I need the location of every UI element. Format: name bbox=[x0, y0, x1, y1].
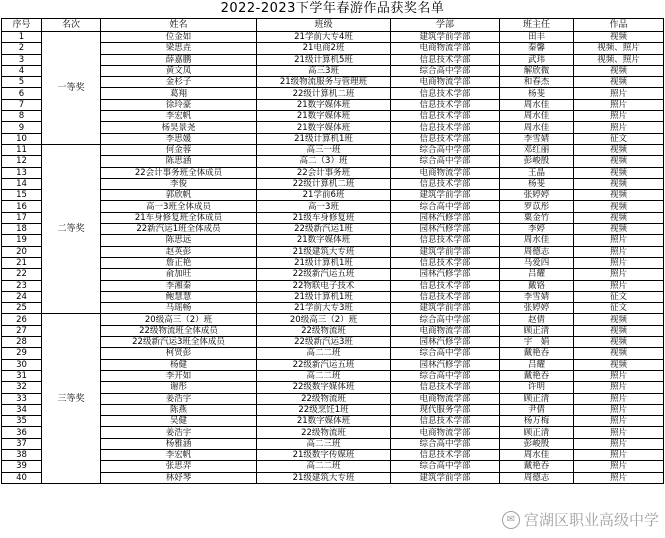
cell-index: 6 bbox=[2, 88, 42, 99]
cell-name: 22级新汽运3班全体成员 bbox=[101, 337, 257, 348]
cell-work: 视频 bbox=[574, 190, 664, 201]
cell-department: 园林汽修学部 bbox=[391, 337, 500, 348]
cell-work: 征文 bbox=[574, 303, 664, 314]
cell-work: 照片 bbox=[574, 235, 664, 246]
cell-index: 29 bbox=[2, 348, 42, 359]
cell-department: 电商物流学部 bbox=[391, 393, 500, 404]
header-class: 班级 bbox=[257, 19, 391, 32]
cell-teacher: 杨斐 bbox=[500, 88, 574, 99]
cell-teacher: 杨斐 bbox=[500, 178, 574, 189]
cell-index: 14 bbox=[2, 178, 42, 189]
cell-class: 高一3班 bbox=[257, 201, 391, 212]
cell-department: 信息技术学部 bbox=[391, 257, 500, 268]
cell-name: 梁思垚 bbox=[101, 43, 257, 54]
cell-class: 21学前6班 bbox=[257, 190, 391, 201]
cell-work: 照片 bbox=[574, 449, 664, 460]
cell-work: 视频 bbox=[574, 201, 664, 212]
cell-name: 姜浩宇 bbox=[101, 393, 257, 404]
cell-index: 33 bbox=[2, 393, 42, 404]
cell-class: 21级数字传媒班 bbox=[257, 449, 391, 460]
cell-department: 园林汽修学部 bbox=[391, 212, 500, 223]
cell-teacher: 尹倩 bbox=[500, 404, 574, 415]
cell-class: 22级计算机二班 bbox=[257, 88, 391, 99]
cell-index: 9 bbox=[2, 122, 42, 133]
table-row bbox=[2, 133, 664, 144]
table-row bbox=[2, 43, 664, 54]
cell-department: 综合高中学部 bbox=[391, 348, 500, 359]
wechat-icon: ✉ bbox=[502, 511, 520, 529]
header-teacher: 班主任 bbox=[500, 19, 574, 32]
cell-work: 视频、照片 bbox=[574, 54, 664, 65]
cell-class: 21级建筑大专班 bbox=[257, 246, 391, 257]
cell-name: 薛嘉鹏 bbox=[101, 54, 257, 65]
cell-work: 视频 bbox=[574, 167, 664, 178]
cell-work: 视频 bbox=[574, 348, 664, 359]
table-row bbox=[2, 156, 664, 167]
cell-index: 30 bbox=[2, 359, 42, 370]
cell-class: 22级新汽运五班 bbox=[257, 359, 391, 370]
cell-department: 建筑学前学部 bbox=[391, 32, 500, 43]
cell-class: 20级高三（2）班 bbox=[257, 314, 391, 325]
table-row bbox=[2, 167, 664, 178]
cell-name: 李开如 bbox=[101, 370, 257, 381]
cell-name: 葛翔 bbox=[101, 88, 257, 99]
cell-teacher: 赵倩 bbox=[500, 314, 574, 325]
cell-department: 园林汽修学部 bbox=[391, 224, 500, 235]
cell-department: 综合高中学部 bbox=[391, 156, 500, 167]
cell-work: 照片 bbox=[574, 122, 664, 133]
cell-class: 21级计算机5班 bbox=[257, 54, 391, 65]
cell-class: 21级计算机1班 bbox=[257, 291, 391, 302]
cell-department: 信息技术学部 bbox=[391, 280, 500, 291]
table-row bbox=[2, 246, 664, 257]
cell-department: 信息技术学部 bbox=[391, 122, 500, 133]
cell-award: 三等奖 bbox=[42, 314, 101, 483]
cell-department: 电商物流学部 bbox=[391, 43, 500, 54]
cell-work: 视频 bbox=[574, 77, 664, 88]
cell-index: 19 bbox=[2, 235, 42, 246]
table-row bbox=[2, 382, 664, 393]
cell-index: 27 bbox=[2, 325, 42, 336]
cell-work: 照片 bbox=[574, 370, 664, 381]
cell-class: 22级物流班 bbox=[257, 325, 391, 336]
cell-teacher: 顾正清 bbox=[500, 325, 574, 336]
cell-name: 李宏帆 bbox=[101, 111, 257, 122]
cell-index: 5 bbox=[2, 77, 42, 88]
cell-index: 22 bbox=[2, 269, 42, 280]
cell-index: 2 bbox=[2, 43, 42, 54]
cell-class: 21级物流服务与管理班 bbox=[257, 77, 391, 88]
table-row bbox=[2, 393, 664, 404]
cell-name: 吴健 bbox=[101, 416, 257, 427]
cell-class: 22级物流班 bbox=[257, 427, 391, 438]
cell-name: 20级高三（2）班 bbox=[101, 314, 257, 325]
cell-name: 张思羿 bbox=[101, 461, 257, 472]
cell-class: 21电商2班 bbox=[257, 43, 391, 54]
cell-teacher: 周水佳 bbox=[500, 99, 574, 110]
table-row bbox=[2, 359, 664, 370]
cell-department: 建筑学前学部 bbox=[391, 303, 500, 314]
cell-name: 林妤琴 bbox=[101, 472, 257, 483]
cell-index: 36 bbox=[2, 427, 42, 438]
cell-department: 信息技术学部 bbox=[391, 235, 500, 246]
cell-work: 照片 bbox=[574, 99, 664, 110]
cell-class: 高二三班 bbox=[257, 438, 391, 449]
cell-index: 21 bbox=[2, 257, 42, 268]
cell-work: 照片 bbox=[574, 257, 664, 268]
cell-name: 杨昊景尧 bbox=[101, 122, 257, 133]
table-row bbox=[2, 472, 664, 483]
cell-teacher: 周水佳 bbox=[500, 449, 574, 460]
table-row bbox=[2, 280, 664, 291]
table-row bbox=[2, 201, 664, 212]
cell-work: 照片 bbox=[574, 472, 664, 483]
cell-teacher: 戴铬 bbox=[500, 280, 574, 291]
cell-name: 22新汽运1班全体成员 bbox=[101, 224, 257, 235]
cell-work: 视频 bbox=[574, 325, 664, 336]
cell-teacher: 武玮 bbox=[500, 54, 574, 65]
cell-class: 22级新汽运1班 bbox=[257, 224, 391, 235]
table-row bbox=[2, 235, 664, 246]
cell-class: 22级烹饪1班 bbox=[257, 404, 391, 415]
cell-teacher: 杨万梅 bbox=[500, 416, 574, 427]
cell-name: 李思媛 bbox=[101, 133, 257, 144]
cell-class: 21数字媒体班 bbox=[257, 99, 391, 110]
cell-work: 视频 bbox=[574, 212, 664, 223]
cell-work: 视频 bbox=[574, 178, 664, 189]
cell-teacher: 周水佳 bbox=[500, 111, 574, 122]
cell-class: 21学前大专3班 bbox=[257, 303, 391, 314]
table-header-row bbox=[2, 19, 664, 32]
cell-department: 电商物流学部 bbox=[391, 167, 500, 178]
cell-index: 28 bbox=[2, 337, 42, 348]
cell-department: 电商物流学部 bbox=[391, 77, 500, 88]
cell-work: 视频、照片 bbox=[574, 43, 664, 54]
cell-name: 高一3班全体成员 bbox=[101, 201, 257, 212]
cell-index: 4 bbox=[2, 65, 42, 76]
cell-department: 建筑学前学部 bbox=[391, 190, 500, 201]
cell-index: 15 bbox=[2, 190, 42, 201]
cell-index: 25 bbox=[2, 303, 42, 314]
cell-work: 照片 bbox=[574, 427, 664, 438]
cell-teacher: 田丰 bbox=[500, 32, 574, 43]
cell-department: 信息技术学部 bbox=[391, 291, 500, 302]
cell-index: 26 bbox=[2, 314, 42, 325]
cell-department: 信息技术学部 bbox=[391, 178, 500, 189]
cell-name: 21车身修复班全体成员 bbox=[101, 212, 257, 223]
cell-teacher: 戴艳吞 bbox=[500, 348, 574, 359]
cell-name: 谢彤 bbox=[101, 382, 257, 393]
cell-work: 视频 bbox=[574, 156, 664, 167]
cell-department: 综合高中学部 bbox=[391, 314, 500, 325]
table-row bbox=[2, 224, 664, 235]
cell-department: 综合高中学部 bbox=[391, 461, 500, 472]
cell-teacher: 许明 bbox=[500, 382, 574, 393]
cell-department: 园林汽修学部 bbox=[391, 269, 500, 280]
cell-teacher: 罗苡彤 bbox=[500, 201, 574, 212]
cell-index: 32 bbox=[2, 382, 42, 393]
cell-name: 俞加旺 bbox=[101, 269, 257, 280]
header-award: 名次 bbox=[42, 19, 101, 32]
table-row bbox=[2, 190, 664, 201]
table-row bbox=[2, 404, 664, 415]
watermark-text: 宫湖区职业高级中学 bbox=[523, 511, 659, 529]
cell-teacher: 彭峻殷 bbox=[500, 438, 574, 449]
table-row bbox=[2, 212, 664, 223]
cell-class: 21级计算机1班 bbox=[257, 257, 391, 268]
cell-name: 杨雅涵 bbox=[101, 438, 257, 449]
cell-teacher: 宇 娟 bbox=[500, 337, 574, 348]
cell-teacher: 彭峻殷 bbox=[500, 156, 574, 167]
cell-class: 22物联电子技术 bbox=[257, 280, 391, 291]
cell-class: 高三3班 bbox=[257, 65, 391, 76]
cell-class: 高二二班 bbox=[257, 370, 391, 381]
cell-index: 1 bbox=[2, 32, 42, 43]
cell-class: 22级计算机二班 bbox=[257, 178, 391, 189]
cell-work: 照片 bbox=[574, 111, 664, 122]
cell-index: 11 bbox=[2, 144, 42, 155]
header-index: 序号 bbox=[2, 19, 42, 32]
page-title: 2022-2023下学年春游作品获奖名单 bbox=[220, 1, 445, 16]
table-row bbox=[2, 122, 664, 133]
cell-index: 37 bbox=[2, 438, 42, 449]
cell-index: 35 bbox=[2, 416, 42, 427]
cell-department: 电商物流学部 bbox=[391, 427, 500, 438]
cell-department: 综合高中学部 bbox=[391, 65, 500, 76]
table-row bbox=[2, 438, 664, 449]
cell-name: 李宏帆 bbox=[101, 449, 257, 460]
table-row bbox=[2, 65, 664, 76]
cell-class: 高二二班 bbox=[257, 348, 391, 359]
table-row bbox=[2, 348, 664, 359]
header-name: 姓名 bbox=[101, 19, 257, 32]
table-row bbox=[2, 77, 664, 88]
table-body bbox=[2, 32, 664, 484]
table-row bbox=[2, 303, 664, 314]
cell-teacher: 周德志 bbox=[500, 246, 574, 257]
cell-index: 20 bbox=[2, 246, 42, 257]
cell-index: 17 bbox=[2, 212, 42, 223]
cell-name: 鲍慧慧 bbox=[101, 291, 257, 302]
table-row bbox=[2, 32, 664, 43]
cell-class: 22级新汽运五班 bbox=[257, 269, 391, 280]
cell-work: 照片 bbox=[574, 246, 664, 257]
table-row bbox=[2, 257, 664, 268]
cell-department: 电商物流学部 bbox=[391, 325, 500, 336]
cell-name: 金杉子 bbox=[101, 77, 257, 88]
cell-name: 黄文凤 bbox=[101, 65, 257, 76]
cell-name: 22级物流班全体成员 bbox=[101, 325, 257, 336]
cell-work: 照片 bbox=[574, 382, 664, 393]
table-row bbox=[2, 449, 664, 460]
cell-department: 信息技术学部 bbox=[391, 382, 500, 393]
cell-class: 高三一班 bbox=[257, 144, 391, 155]
table-row bbox=[2, 54, 664, 65]
cell-department: 信息技术学部 bbox=[391, 416, 500, 427]
cell-teacher: 解欣微 bbox=[500, 65, 574, 76]
cell-index: 38 bbox=[2, 449, 42, 460]
cell-class: 22级物流班 bbox=[257, 393, 391, 404]
cell-name: 陈燕 bbox=[101, 404, 257, 415]
cell-class: 22级数字媒体班 bbox=[257, 382, 391, 393]
cell-class: 21级建筑大专班 bbox=[257, 472, 391, 483]
cell-work: 视频 bbox=[574, 32, 664, 43]
cell-index: 8 bbox=[2, 111, 42, 122]
cell-work: 照片 bbox=[574, 88, 664, 99]
cell-teacher: 戴艳吞 bbox=[500, 461, 574, 472]
cell-department: 信息技术学部 bbox=[391, 111, 500, 122]
cell-name: 马瑶畅 bbox=[101, 303, 257, 314]
cell-class: 21级计算机1班 bbox=[257, 133, 391, 144]
table-row bbox=[2, 99, 664, 110]
cell-work: 视频 bbox=[574, 314, 664, 325]
cell-work: 视频 bbox=[574, 337, 664, 348]
cell-teacher: 邓红丽 bbox=[500, 144, 574, 155]
cell-department: 信息技术学部 bbox=[391, 133, 500, 144]
cell-work: 照片 bbox=[574, 461, 664, 472]
cell-teacher: 顾正清 bbox=[500, 393, 574, 404]
cell-department: 信息技术学部 bbox=[391, 54, 500, 65]
cell-name: 李湘秦 bbox=[101, 280, 257, 291]
cell-award: 二等奖 bbox=[42, 144, 101, 313]
cell-teacher: 顾正清 bbox=[500, 427, 574, 438]
cell-department: 建筑学前学部 bbox=[391, 472, 500, 483]
cell-teacher: 周水佳 bbox=[500, 235, 574, 246]
cell-work: 照片 bbox=[574, 280, 664, 291]
cell-name: 詹正艳 bbox=[101, 257, 257, 268]
table-row bbox=[2, 416, 664, 427]
table-row bbox=[2, 144, 664, 155]
cell-department: 信息技术学部 bbox=[391, 88, 500, 99]
cell-department: 信息技术学部 bbox=[391, 99, 500, 110]
cell-index: 34 bbox=[2, 404, 42, 415]
cell-index: 31 bbox=[2, 370, 42, 381]
cell-name: 姜浩宇 bbox=[101, 427, 257, 438]
cell-index: 23 bbox=[2, 280, 42, 291]
cell-department: 综合高中学部 bbox=[391, 370, 500, 381]
cell-work: 照片 bbox=[574, 404, 664, 415]
table-row bbox=[2, 461, 664, 472]
cell-index: 18 bbox=[2, 224, 42, 235]
cell-index: 39 bbox=[2, 461, 42, 472]
cell-work: 照片 bbox=[574, 393, 664, 404]
cell-work: 照片 bbox=[574, 438, 664, 449]
table-row bbox=[2, 337, 664, 348]
cell-class: 21学前大专4班 bbox=[257, 32, 391, 43]
table-row bbox=[2, 314, 664, 325]
cell-teacher: 吕耀 bbox=[500, 269, 574, 280]
cell-index: 16 bbox=[2, 201, 42, 212]
cell-name: 位金如 bbox=[101, 32, 257, 43]
cell-department: 综合高中学部 bbox=[391, 144, 500, 155]
cell-name: 何金蓉 bbox=[101, 144, 257, 155]
table-row bbox=[2, 291, 664, 302]
cell-teacher: 和春杰 bbox=[500, 77, 574, 88]
cell-teacher: 李雪婧 bbox=[500, 291, 574, 302]
cell-department: 建筑学前学部 bbox=[391, 246, 500, 257]
cell-teacher: 张婷婷 bbox=[500, 190, 574, 201]
cell-department: 信息技术学部 bbox=[391, 449, 500, 460]
table-row bbox=[2, 269, 664, 280]
cell-teacher: 王晶 bbox=[500, 167, 574, 178]
table-row bbox=[2, 178, 664, 189]
cell-name: 徐玲豪 bbox=[101, 99, 257, 110]
cell-name: 22会计事务班全体成员 bbox=[101, 167, 257, 178]
cell-work: 视频 bbox=[574, 144, 664, 155]
cell-name: 陈思涵 bbox=[101, 156, 257, 167]
cell-teacher: 周水佳 bbox=[500, 122, 574, 133]
cell-teacher: 粟金竹 bbox=[500, 212, 574, 223]
award-table bbox=[1, 18, 664, 484]
cell-class: 21数字媒体班 bbox=[257, 122, 391, 133]
cell-work: 视频 bbox=[574, 65, 664, 76]
cell-teacher: 周德志 bbox=[500, 472, 574, 483]
table-row bbox=[2, 427, 664, 438]
cell-teacher: 李婷 bbox=[500, 224, 574, 235]
cell-index: 13 bbox=[2, 167, 42, 178]
cell-department: 综合高中学部 bbox=[391, 201, 500, 212]
table-row bbox=[2, 111, 664, 122]
cell-name: 赵英彭 bbox=[101, 246, 257, 257]
cell-index: 12 bbox=[2, 156, 42, 167]
cell-name: 郭欣帆 bbox=[101, 190, 257, 201]
cell-department: 综合高中学部 bbox=[391, 438, 500, 449]
cell-name: 李俊 bbox=[101, 178, 257, 189]
cell-work: 征文 bbox=[574, 291, 664, 302]
cell-class: 21数字媒体班 bbox=[257, 111, 391, 122]
cell-name: 杨健 bbox=[101, 359, 257, 370]
cell-teacher: 张婷婷 bbox=[500, 303, 574, 314]
cell-award: 一等奖 bbox=[42, 32, 101, 145]
cell-index: 3 bbox=[2, 54, 42, 65]
cell-name: 柯贤彭 bbox=[101, 348, 257, 359]
cell-class: 22会计事务班 bbox=[257, 167, 391, 178]
cell-teacher: 戴艳吞 bbox=[500, 370, 574, 381]
cell-index: 7 bbox=[2, 99, 42, 110]
cell-index: 40 bbox=[2, 472, 42, 483]
cell-class: 21数字媒体班 bbox=[257, 416, 391, 427]
table-row bbox=[2, 370, 664, 381]
cell-work: 照片 bbox=[574, 269, 664, 280]
cell-teacher: 李雪婧 bbox=[500, 133, 574, 144]
cell-work: 视频 bbox=[574, 359, 664, 370]
cell-index: 24 bbox=[2, 291, 42, 302]
cell-teacher: 马爱四 bbox=[500, 257, 574, 268]
header-department: 学部 bbox=[391, 19, 500, 32]
cell-department: 园林汽修学部 bbox=[391, 359, 500, 370]
cell-work: 视频 bbox=[574, 224, 664, 235]
cell-class: 高二（3）班 bbox=[257, 156, 391, 167]
cell-name: 陈思远 bbox=[101, 235, 257, 246]
cell-index: 10 bbox=[2, 133, 42, 144]
cell-teacher: 秦馨 bbox=[500, 43, 574, 54]
cell-class: 22级新汽运3班 bbox=[257, 337, 391, 348]
cell-work: 征文 bbox=[574, 133, 664, 144]
cell-class: 高二二班 bbox=[257, 461, 391, 472]
watermark bbox=[502, 509, 659, 530]
table-row bbox=[2, 88, 664, 99]
cell-work: 照片 bbox=[574, 416, 664, 427]
cell-class: 21数字媒体班 bbox=[257, 235, 391, 246]
header-work: 作品 bbox=[574, 19, 664, 32]
cell-department: 现代服务学部 bbox=[391, 404, 500, 415]
cell-teacher: 吕耀 bbox=[500, 359, 574, 370]
cell-class: 21级车身修复班 bbox=[257, 212, 391, 223]
table-row bbox=[2, 325, 664, 336]
